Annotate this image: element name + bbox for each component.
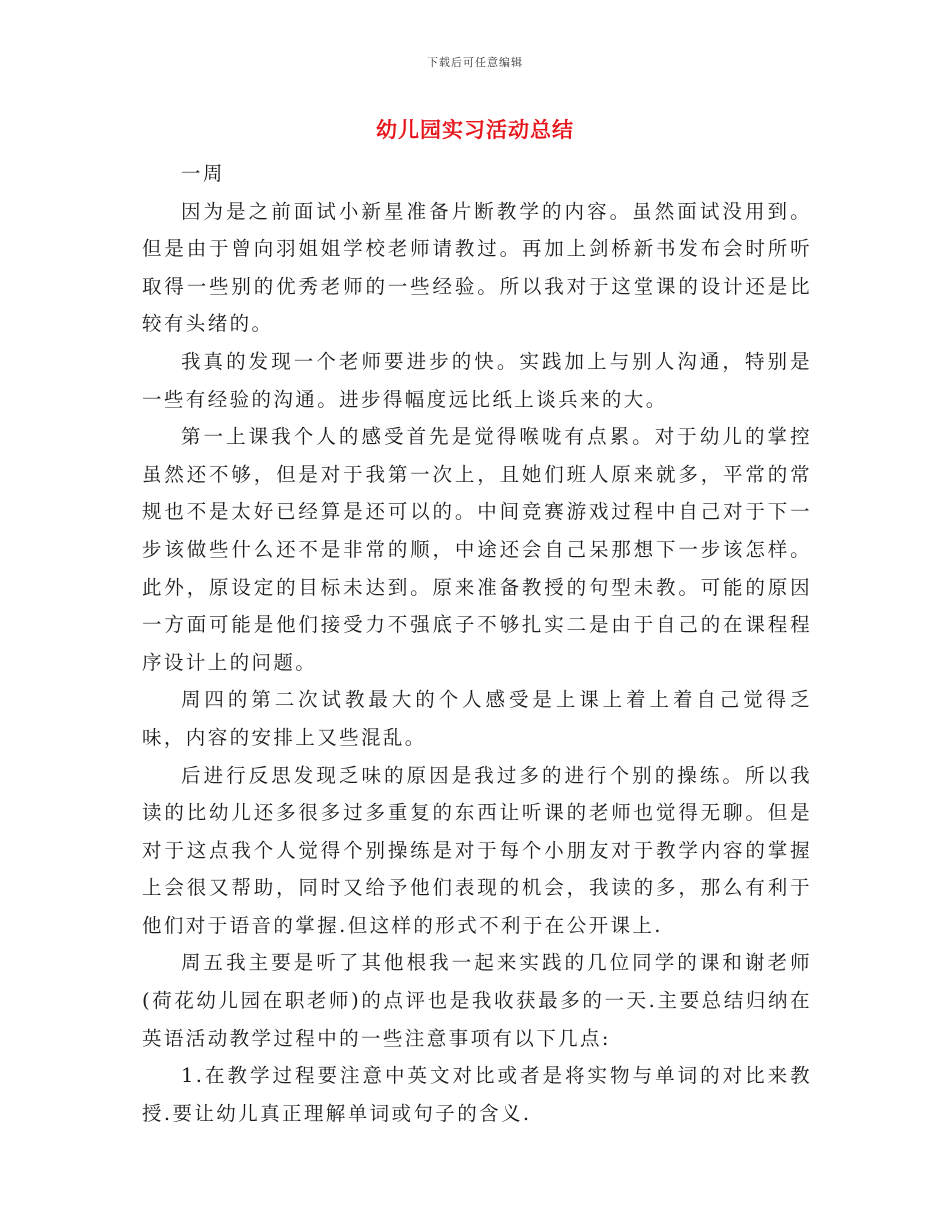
paragraph-list-item: 1.在教学过程要注意中英文对比或者是将实物与单词的对比来教授.要让幼儿真正理解单词或句子的含义.	[142, 1064, 812, 1125]
paragraph-week-heading: 一周	[181, 162, 225, 185]
document-title: 幼儿园实习活动总结	[376, 117, 574, 142]
header-note: 下载后可任意编辑	[427, 56, 523, 69]
paragraph: 因为是之前面试小新星准备片断教学的内容。虽然面试没用到。但是由于曾向羽姐姐学校老师请教过。再加上剑桥新书发布会时所听取得一些别的优秀老师的一些经验。所以我对于这堂课的设计还是比较有头绪的。	[142, 199, 812, 336]
paragraph: 后进行反思发现乏味的原因是我过多的进行个别的操练。所以我读的比幼儿还多很多过多重复的东西让听课的老师也觉得无聊。但是对于这点我个人觉得个别操练是对于每个小朋友对于教学内容的掌握上会很又帮助，同时又给予他们表现的机会，我读的多，那么有利于他们对于语音的掌握.但这样的形式不利于在公开课上.	[142, 763, 812, 937]
document-body	[142, 155, 812, 1132]
paragraph: 周四的第二次试教最大的个人感受是上课上着上着自己觉得乏味，内容的安排上又些混乱。	[142, 688, 812, 749]
paragraph: 我真的发现一个老师要进步的快。实践加上与别人沟通，特别是一些有经验的沟通。进步得幅度远比纸上谈兵来的大。	[142, 349, 812, 411]
paragraph: 第一上课我个人的感受首先是觉得喉咙有点累。对于幼儿的掌控虽然还不够，但是对于我第一次上，且她们班人原来就多，平常的常规也不是太好已经算是还可以的。中间竞赛游戏过程中自己对于下一步该做些什么还不是非常的顺，中途还会自己呆那想下一步该怎样。此外，原设定的目标未达到。原来准备教授的句型未教。可能的原因一方面可能是他们接受力不强底子不够扎实二是由于自己的在课程程序设计上的问题。	[142, 425, 812, 674]
paragraph: 周五我主要是听了其他根我一起来实践的几位同学的课和谢老师(荷花幼儿园在职老师)的点评也是我收获最多的一天.主要总结归纳在英语活动教学过程中的一些注意事项有以下几点:	[142, 951, 812, 1050]
